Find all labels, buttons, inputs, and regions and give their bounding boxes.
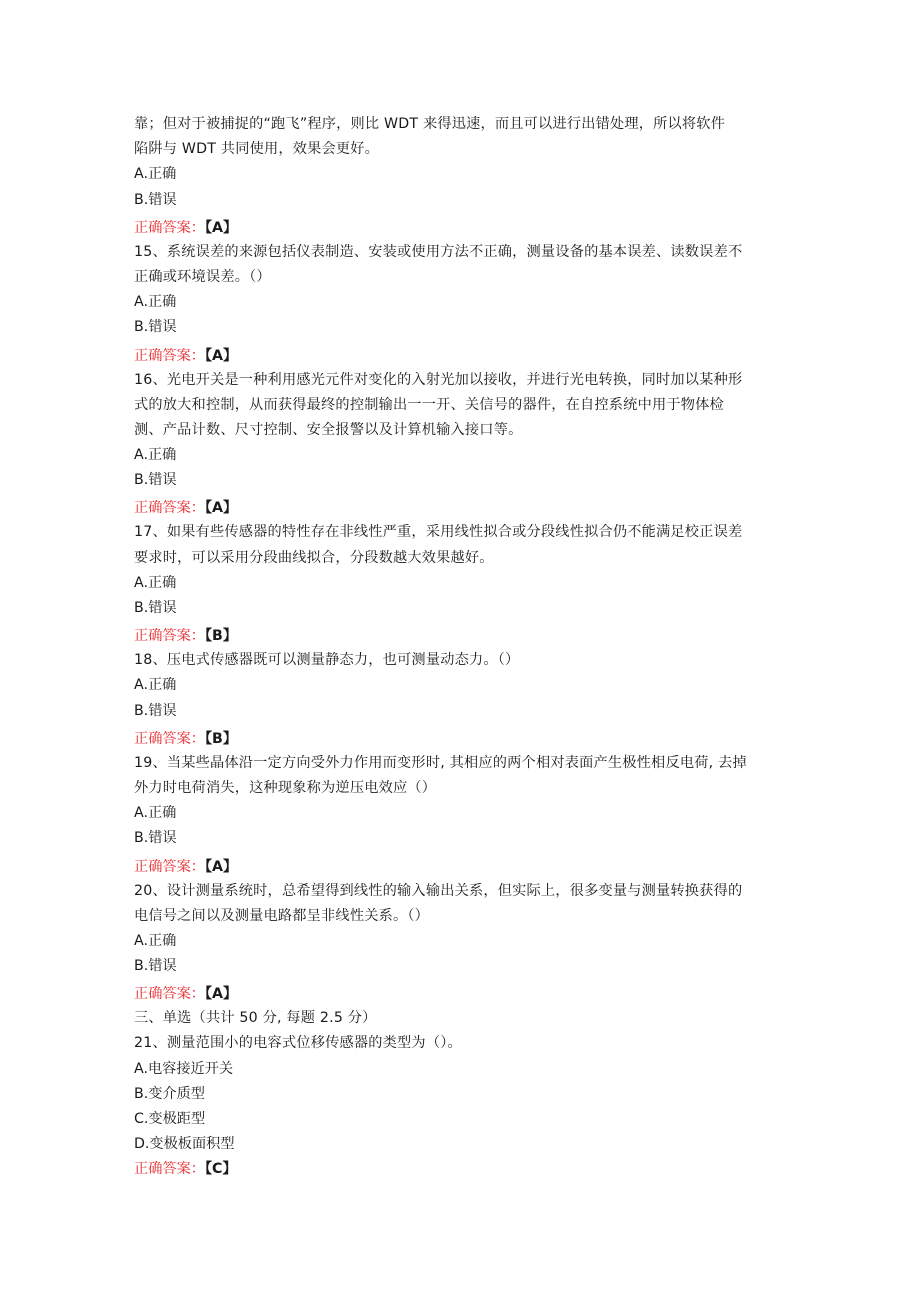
question-21 [134, 1031, 790, 1182]
option-b: B.错误 [134, 702, 177, 719]
answer-value: 【C】 [204, 1161, 237, 1178]
option-b: B.错误 [134, 319, 177, 336]
answer-value: 【A】 [204, 219, 238, 236]
question-text-line: 19、当某些晶体沿一定方向受外力作用而变形时, 其相应的两个相对表面产生极性相反电荷, 去掉 [134, 754, 747, 771]
question-19 [134, 751, 790, 879]
question-text-line: 要求时，可以采用分段曲线拟合，分段数越大效果越好。 [134, 549, 494, 566]
question-14-continued [134, 112, 790, 240]
option-d: D.变极板面积型 [134, 1136, 235, 1153]
question-text-line: 外力时电荷消失，这种现象称为逆压电效应（） [134, 779, 437, 796]
answer-value: 【A】 [204, 986, 238, 1003]
option-b: B.错误 [134, 191, 177, 208]
answer-label: 正确答案： [134, 730, 205, 747]
question-text-line: 靠；但对于被捕捉的“跑飞”程序，则比 WDT 来得迅速，而且可以进行出错处理，所以将软件 [134, 116, 726, 132]
option-b: B.变介质型 [134, 1085, 205, 1102]
question-text-line: 16、光电开关是一种利用感光元件对变化的入射光加以接收，并进行光电转换，同时加以某种形 [134, 371, 743, 388]
question-text-line: 正确或环境误差。（） [134, 268, 271, 285]
question-text-line: 电信号之间以及测量电路都呈非线性关系。（） [134, 907, 430, 924]
option-b: B.错误 [134, 600, 177, 616]
option-b: B.错误 [134, 830, 177, 847]
answer-label: 正确答案： [134, 986, 205, 1003]
question-15 [134, 240, 790, 368]
correct-answer [134, 621, 790, 648]
option-a: A.正确 [134, 805, 177, 822]
correct-answer [134, 341, 790, 368]
question-text-line: 21、测量范围小的电容式位移传感器的类型为（）。 [134, 1035, 462, 1052]
answer-label: 正确答案： [134, 347, 205, 364]
option-b: B.错误 [134, 958, 177, 975]
answer-value: 【B】 [204, 730, 238, 747]
answer-value: 【A】 [204, 500, 238, 517]
question-text-line: 17、如果有些传感器的特性存在非线性严重，采用线性拟合或分段线性拟合仍不能满足校正误差 [134, 524, 743, 541]
question-text-line: 陷阱与 WDT 共同使用，效果会更好。 [134, 141, 380, 158]
correct-answer [134, 724, 790, 751]
section-title-single-choice: 三、单选（共计 50 分, 每题 2.5 分） [134, 1010, 377, 1027]
question-text-line: 式的放大和控制，从而获得最终的控制输出一一开、关信号的器件，在自控系统中用于物体检 [134, 396, 724, 413]
question-text-line: 18、压电式传感器既可以测量静态力，也可测量动态力。（） [134, 652, 520, 669]
answer-value: 【A】 [204, 347, 238, 364]
question-17 [134, 520, 790, 648]
option-c: C.变极距型 [134, 1111, 206, 1127]
option-a: A.正确 [134, 677, 177, 694]
correct-answer [134, 979, 790, 1006]
option-a: A.正确 [134, 574, 177, 591]
answer-label: 正确答案： [134, 500, 205, 517]
question-text-line: 测、产品计数、尺寸控制、安全报警以及计算机输入接口等。 [134, 421, 523, 438]
question-text-line: 15、系统误差的来源包括仪表制造、安装或使用方法不正确，测量设备的基本误差、读数误差不 [134, 243, 743, 260]
answer-label: 正确答案： [134, 858, 205, 875]
option-a: A.正确 [134, 294, 177, 311]
answer-label: 正确答案： [134, 1161, 205, 1178]
document-page [134, 112, 790, 1183]
answer-label: 正确答案： [134, 219, 205, 236]
correct-answer [134, 493, 790, 520]
correct-answer [134, 1157, 790, 1182]
question-20 [134, 879, 790, 1007]
answer-value: 【B】 [204, 628, 238, 645]
option-a: A.正确 [134, 447, 177, 464]
option-b: B.错误 [134, 472, 177, 489]
correct-answer [134, 213, 790, 240]
option-a: A.电容接近开关 [134, 1060, 234, 1077]
question-16 [134, 368, 790, 521]
answer-value: 【A】 [204, 858, 238, 875]
correct-answer [134, 852, 790, 879]
question-text-line: 20、设计测量系统时，总希望得到线性的输入输出关系，但实际上，很多变量与测量转换获得的 [134, 882, 743, 899]
option-a: A.正确 [134, 932, 177, 949]
answer-label: 正确答案： [134, 628, 205, 645]
option-a: A.正确 [134, 166, 177, 183]
question-18 [134, 648, 790, 751]
